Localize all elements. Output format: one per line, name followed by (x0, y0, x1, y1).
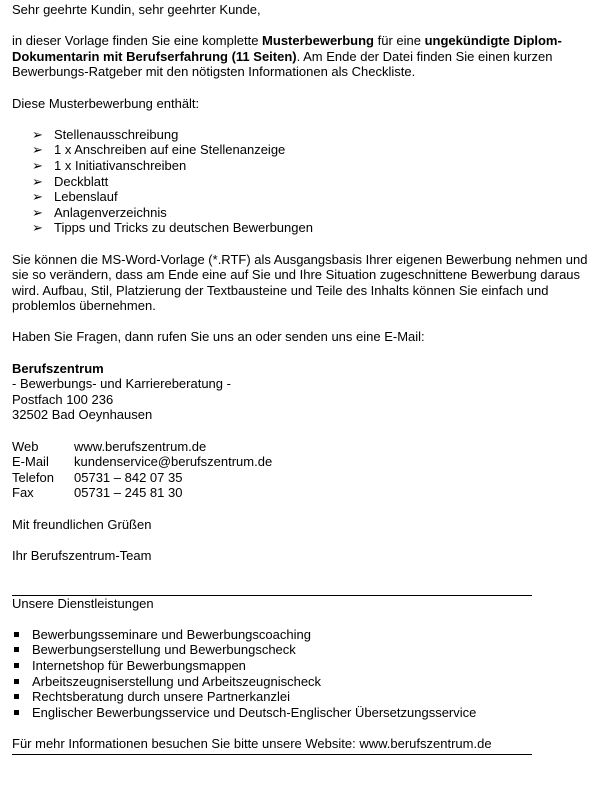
list-item (12, 627, 590, 643)
list-item-label: Tipps und Tricks zu deutschen Bewerbungen (54, 220, 313, 236)
square-bullet-icon (14, 694, 19, 699)
list-item (12, 658, 590, 674)
list-item-label: Bewerbungsseminare und Bewerbungscoaching (32, 626, 311, 642)
list-item-label: Englischer Bewerbungsservice und Deutsch-Englischer Übersetzungsservice (32, 704, 477, 720)
fax-value: 05731 – 245 81 30 (74, 485, 183, 501)
list-item (32, 220, 590, 236)
phone-value: 05731 – 842 07 35 (74, 469, 183, 485)
contents-heading: Diese Musterbewerbung enthält: (12, 95, 200, 111)
list-item (32, 127, 590, 143)
list-item (32, 174, 590, 190)
footer-note: Für mehr Informationen besuchen Sie bitte unsere Website: www.berufszentrum.de (12, 735, 492, 751)
list-item-label: Anlagenverzeichnis (54, 204, 167, 220)
list-item-label: Lebenslauf (54, 189, 118, 205)
square-bullet-icon (14, 710, 19, 715)
list-item (12, 705, 590, 721)
contact-row-fax (12, 485, 590, 501)
arrow-bullet-icon: ➢ (32, 142, 43, 158)
contact-key: Telefon (12, 469, 54, 485)
questions-line: Haben Sie Fragen, dann rufen Sie uns an oder senden uns eine E-Mail: (12, 329, 425, 345)
intro-bold-1: Musterbewerbung (262, 33, 375, 49)
website-link[interactable]: www.berufszentrum.de (74, 438, 207, 454)
signature-line: Ihr Berufszentrum-Team (12, 547, 152, 563)
list-item-label: Bewerbungserstellung und Bewerbungscheck (32, 642, 296, 658)
list-item (32, 158, 590, 174)
arrow-bullet-icon: ➢ (32, 173, 43, 189)
arrow-bullet-icon: ➢ (32, 204, 43, 220)
document-page (12, 2, 590, 755)
services-list (12, 627, 590, 721)
address-street: Postfach 100 236 (12, 391, 114, 407)
closing-line: Mit freundlichen Grüßen (12, 516, 152, 532)
address-block (12, 361, 590, 423)
list-item (32, 189, 590, 205)
square-bullet-icon (14, 632, 19, 637)
contact-row-phone (12, 470, 590, 486)
list-item-label: 1 x Anschreiben auf eine Stellenanzeige (54, 142, 286, 158)
intro-text-2: für eine (374, 33, 425, 49)
intro-text-3: . Am Ende der Datei finden Sie einen kurzen Bewerbungs-Ratgeber mit den nötigsten Informationen als Checkliste. (12, 48, 553, 80)
list-item (32, 205, 590, 221)
intro-paragraph (12, 33, 590, 80)
company-subtitle: - Bewerbungs- und Karriereberatung - (12, 376, 231, 392)
list-item (12, 689, 590, 705)
list-item-label: Stellenausschreibung (54, 126, 179, 142)
list-item-label: Internetshop für Bewerbungsmappen (32, 657, 246, 673)
list-item-label: Rechtsberatung durch unsere Partnerkanzlei (32, 689, 290, 705)
arrow-bullet-icon: ➢ (32, 189, 43, 205)
contact-key: Web (12, 438, 39, 454)
intro-text-1: in dieser Vorlage finden Sie eine komplette (12, 33, 263, 49)
arrow-bullet-icon: ➢ (32, 126, 43, 142)
services-heading: Unsere Dienstleistungen (12, 595, 154, 611)
company-name: Berufszentrum (12, 360, 104, 376)
square-bullet-icon (14, 679, 19, 684)
contact-key: Fax (12, 485, 34, 501)
square-bullet-icon (14, 647, 19, 652)
footer-divider (12, 754, 532, 755)
square-bullet-icon (14, 663, 19, 668)
greeting: Sehr geehrte Kundin, sehr geehrter Kunde, (12, 2, 261, 17)
contents-list (12, 127, 590, 236)
intro-bold-2: ungekündigte Diplom-Dokumentarin mit Berufserfahrung (11 Seiten) (12, 33, 562, 64)
contact-block (12, 439, 590, 501)
arrow-bullet-icon: ➢ (32, 220, 43, 236)
contact-row-email (12, 454, 590, 470)
list-item (12, 642, 590, 658)
usage-paragraph: Sie können die MS-Word-Vorlage (*.RTF) als Ausgangsbasis Ihrer eigenen Bewerbung nehmen und sie so verändern, dass am Ende eine auf Sie und Ihre Situation zugeschnittene Bewerbung daraus wird. Aufbau, Stil, Platzierung der Textbausteine und Teile des Inhalts können Sie einfach und problemlos übernehmen. (12, 251, 588, 314)
contact-row-web (12, 439, 590, 455)
address-city: 32502 Bad Oeynhausen (12, 407, 153, 423)
email-link[interactable]: kundenservice@berufszentrum.de (74, 454, 273, 470)
arrow-bullet-icon: ➢ (32, 157, 43, 173)
list-item (12, 674, 590, 690)
list-item-label: 1 x Initiativanschreiben (54, 157, 187, 173)
contact-key: E-Mail (12, 454, 49, 470)
list-item (32, 142, 590, 158)
list-item-label: Arbeitszeugniserstellung und Arbeitszeugnischeck (32, 673, 322, 689)
list-item-label: Deckblatt (54, 173, 109, 189)
